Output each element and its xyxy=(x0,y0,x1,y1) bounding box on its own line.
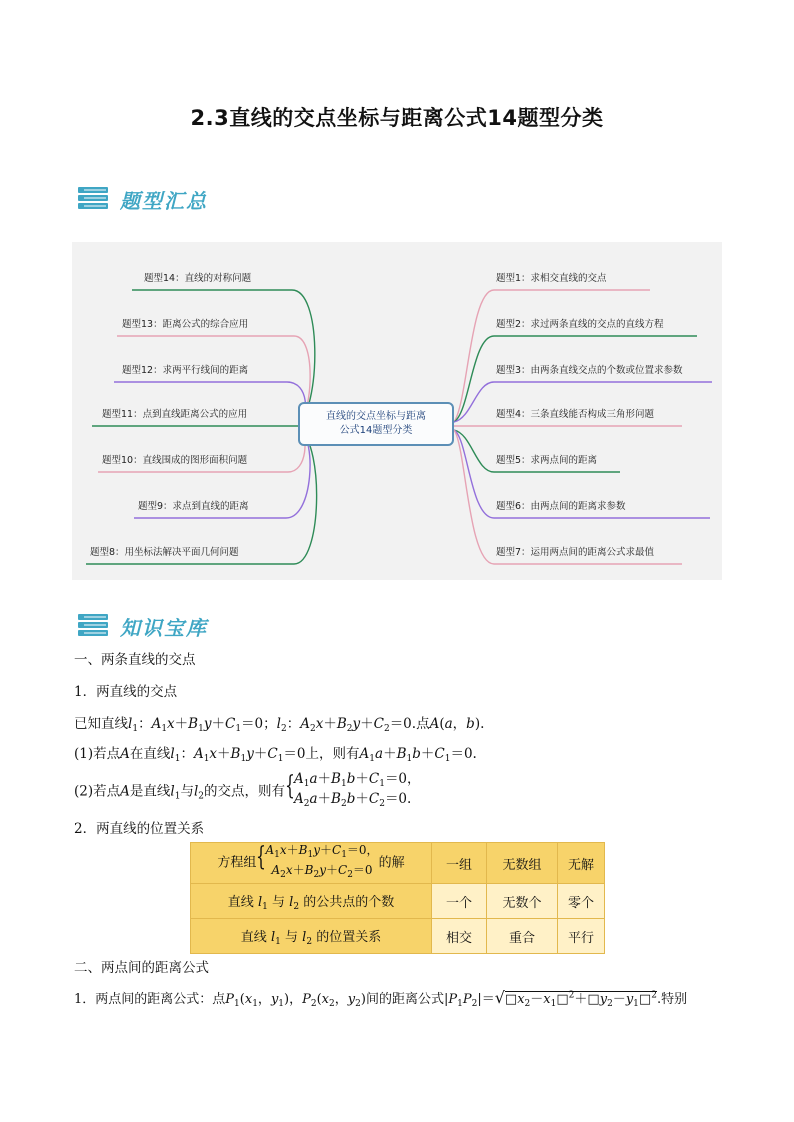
section-label: 题型汇总 xyxy=(120,188,208,213)
section-header-knowledge xyxy=(76,610,208,642)
mindmap-node: 题型5：求两点间的距离 xyxy=(496,455,598,466)
equation-system: { $A_1x+B_1y+C_1=0$， $A_2x+B_2y+C_2=0$ xyxy=(256,842,379,880)
text-fragment: 直线 xyxy=(227,894,254,910)
text-fragment: 已知直线 xyxy=(74,716,128,732)
table-row xyxy=(191,884,605,919)
table-header-cell xyxy=(191,843,432,884)
table-cell: 平行 xyxy=(558,919,605,954)
text-fragment: .特别 xyxy=(656,992,688,1007)
equation-system: { $A_1a+B_1b+C_1=0$， $A_2a+B_2b+C_2=0$. xyxy=(285,771,421,809)
books-icon xyxy=(76,610,112,642)
table-cell: 一个 xyxy=(432,884,487,919)
text-fragment: 上，则有 xyxy=(305,746,360,762)
text-fragment: 与 xyxy=(271,894,285,910)
mindmap-node: 题型8：用坐标法解决平面几何问题 xyxy=(90,547,239,558)
mindmap-node: 题型9：求点到直线的距离 xyxy=(138,501,249,512)
table-cell: 重合 xyxy=(487,919,558,954)
subheading-position-relation: 2．两直线的位置关系 xyxy=(74,821,205,837)
heading-intersection: 一、两条直线的交点 xyxy=(74,652,196,668)
mindmap-center-line1: 直线的交点坐标与距离 xyxy=(326,411,426,422)
statement-1: (1)若点A在直线$l_1$：$A_1x+B_1y+C_1=0$上，则有$A_1a+B_1b+C_1=0$. xyxy=(74,746,477,764)
mindmap-center-node xyxy=(298,402,454,446)
statement-2: (2)若点A是直线$l_1$与$l_2$的交点，则有 { $A_1a+B_1b+C_1=0$， $A_2a+B_2b+C_2=0$. xyxy=(74,772,421,812)
mindmap-center-line2: 公式14题型分类 xyxy=(339,425,413,436)
text-fragment: 是直线 xyxy=(129,783,171,800)
text-fragment: 方程组 xyxy=(217,855,257,871)
table-row xyxy=(191,919,605,954)
distance-formula: 1．两点间的距离公式：点$P_1(x_1$，$y_1$)，$P_2(x_2$，$y_2$)间的距离公式$|P_1P_2|=√□x_2-x_1□^2+□y_2-y_1□^2$.特别 xyxy=(74,988,688,1009)
table-cell: 无数组 xyxy=(487,843,558,884)
table-header-cell: 直线 $l_1$ 与 $l_2$ 的位置关系 xyxy=(191,919,432,954)
subheading-intersection-point: 1．两直线的交点 xyxy=(74,684,178,700)
text-fragment: 直线 xyxy=(240,929,267,945)
text-fragment: 1．两点间的距离公式：点 xyxy=(74,992,226,1007)
mindmap-node: 题型12：求两平行线间的距离 xyxy=(122,365,249,376)
books-icon xyxy=(76,183,112,215)
table-header-cell: 直线 $l_1$ 与 $l_2$ 的公共点的个数 xyxy=(191,884,432,919)
mindmap-node: 题型7：运用两点间的距离公式求最值 xyxy=(496,547,655,558)
mindmap xyxy=(72,242,722,580)
table-cell: 零个 xyxy=(558,884,605,919)
text-fragment: 间的距离公式 xyxy=(365,992,444,1007)
text-fragment: (1)若点 xyxy=(74,746,121,762)
given-lines: 已知直线$l_1$：$A_1x+B_1y+C_1=0$；$l_2$：$A_2x+B_2y+C_2=0$.点A(a，b). xyxy=(74,716,485,734)
section-label: 知识宝库 xyxy=(120,615,208,640)
text-fragment: 与 xyxy=(180,783,194,800)
page-title: 2.3直线的交点坐标与距离公式14题型分类 xyxy=(190,106,604,130)
table-cell: 一组 xyxy=(432,843,487,884)
table-cell: 相交 xyxy=(432,919,487,954)
table-cell: 无解 xyxy=(558,843,605,884)
mindmap-node: 题型6：由两点间的距离求参数 xyxy=(496,501,626,512)
text-fragment: 的解 xyxy=(378,855,405,871)
mindmap-node: 题型13：距离公式的综合应用 xyxy=(122,319,249,330)
text-fragment: (2)若点 xyxy=(74,783,121,800)
mindmap-node: 题型11：点到直线距离公式的应用 xyxy=(102,409,248,420)
mindmap-node: 题型1：求相交直线的交点 xyxy=(496,273,607,284)
table-row xyxy=(191,843,605,884)
mindmap-node: 题型10：直线围成的图形面积问题 xyxy=(102,455,248,466)
mindmap-node: 题型3：由两条直线交点的个数或位置求参数 xyxy=(496,365,683,376)
table-cell: 无数个 xyxy=(487,884,558,919)
section-header-summary xyxy=(76,183,208,215)
relation-table xyxy=(190,842,605,954)
text-fragment: 在直线 xyxy=(129,746,171,762)
heading-distance: 二、两点间的距离公式 xyxy=(74,960,209,976)
text-fragment: 的位置关系 xyxy=(316,929,382,945)
text-fragment: 的交点，则有 xyxy=(204,783,285,800)
text-fragment: 的公共点的个数 xyxy=(303,894,395,910)
text-fragment: 与 xyxy=(284,929,298,945)
mindmap-node: 题型2：求过两条直线的交点的直线方程 xyxy=(496,319,664,330)
mindmap-node: 题型14：直线的对称问题 xyxy=(144,273,252,284)
mindmap-node: 题型4：三条直线能否构成三角形问题 xyxy=(496,409,655,420)
